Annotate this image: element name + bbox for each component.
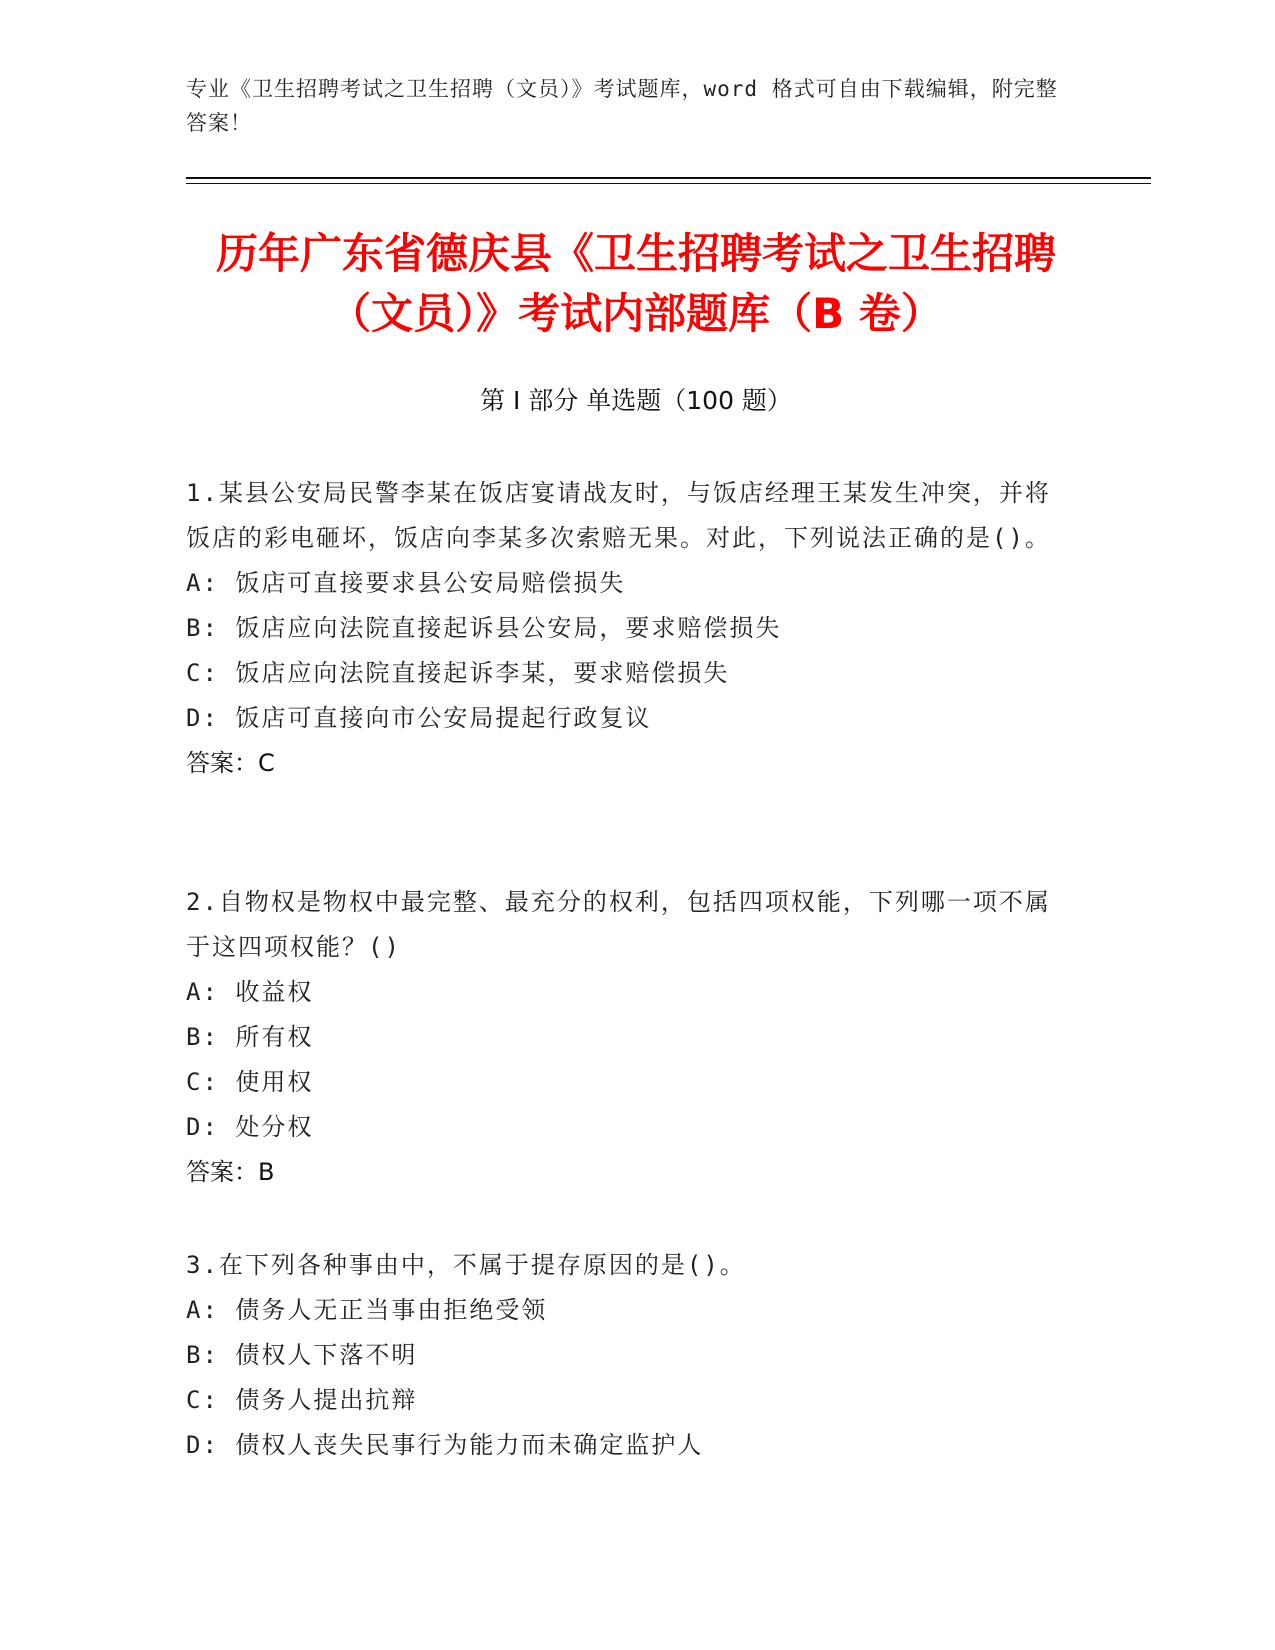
option-b: B: 所有权 bbox=[186, 1023, 314, 1051]
section-title: 第 I 部分 单选题（100 题） bbox=[480, 386, 792, 415]
header-divider-thin bbox=[186, 183, 1151, 184]
question-stem: 1.某县公安局民警李某在饭店宴请战友时，与饭店经理王某发生冲突，并将饭店的彩电砸坏，饭店向李某多次索赔无果。对此，下列说法正确的是()。 bbox=[186, 479, 1051, 552]
option-c: C: 饭店应向法院直接起诉李某，要求赔偿损失 bbox=[186, 659, 730, 687]
option-d: D: 债权人丧失民事行为能力而未确定监护人 bbox=[186, 1431, 704, 1459]
header-note: 专业《卫生招聘考试之卫生招聘（文员）》考试题库，word 格式可自由下载编辑，附完整答案！ bbox=[186, 77, 1058, 135]
answer: 答案：B bbox=[186, 1158, 275, 1186]
answer: 答案：C bbox=[186, 749, 275, 777]
option-a: A: 饭店可直接要求县公安局赔偿损失 bbox=[186, 569, 626, 597]
question-stem: 3.在下列各种事由中，不属于提存原因的是()。 bbox=[186, 1251, 746, 1279]
option-c: C: 使用权 bbox=[186, 1068, 314, 1096]
option-a: A: 债务人无正当事由拒绝受领 bbox=[186, 1296, 548, 1324]
question-1 bbox=[186, 471, 1066, 786]
question-stem: 2.自物权是物权中最完整、最充分的权利，包括四项权能，下列哪一项不属于这四项权能？() bbox=[186, 888, 1051, 961]
question-3 bbox=[186, 1243, 1066, 1468]
document-title: 历年广东省德庆县《卫生招聘考试之卫生招聘（文员）》考试内部题库（B 卷） bbox=[215, 229, 1056, 338]
option-d: D: 处分权 bbox=[186, 1113, 314, 1141]
option-b: B: 饭店应向法院直接起诉县公安局，要求赔偿损失 bbox=[186, 614, 782, 642]
option-a: A: 收益权 bbox=[186, 978, 314, 1006]
option-c: C: 债务人提出抗辩 bbox=[186, 1386, 418, 1414]
header-divider-thick bbox=[186, 177, 1151, 179]
option-b: B: 债权人下落不明 bbox=[186, 1341, 418, 1369]
question-2 bbox=[186, 880, 1066, 1195]
option-d: D: 饭店可直接向市公安局提起行政复议 bbox=[186, 704, 652, 732]
